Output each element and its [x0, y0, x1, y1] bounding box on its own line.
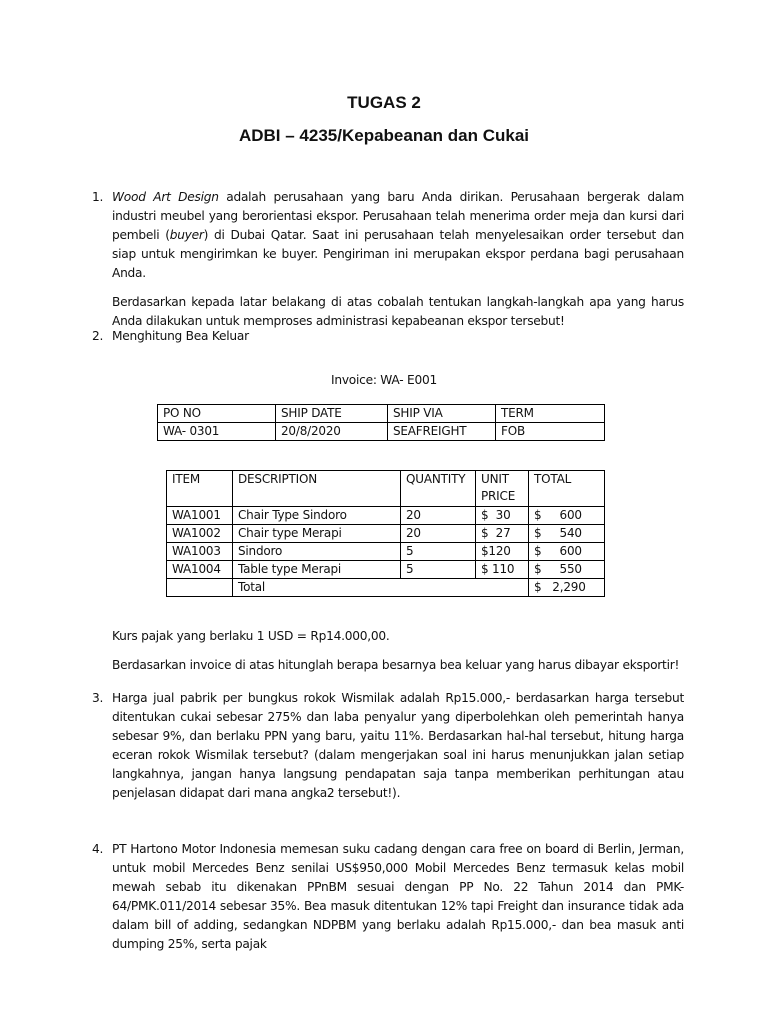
header-po-no: PO NO: [158, 405, 276, 423]
cell-total: $ 540: [529, 525, 605, 543]
cell-quantity: 5: [401, 543, 476, 561]
cell-item: WA1001: [167, 507, 233, 525]
question-1: [92, 188, 684, 341]
cell-unit-price: $ 110: [476, 561, 529, 579]
question-2: [92, 327, 684, 346]
invoice-items-table: [166, 470, 605, 597]
header-quantity: QUANTITY: [401, 471, 476, 507]
cell-item: WA1004: [167, 561, 233, 579]
buyer-term: buyer: [169, 228, 204, 242]
cell-total: $ 550: [529, 561, 605, 579]
cell-description: Sindoro: [233, 543, 401, 561]
header-total: TOTAL: [529, 471, 605, 507]
cell-ship-date: 20/8/2020: [276, 423, 388, 441]
exchange-rate-text: Kurs pajak yang berlaku 1 USD = Rp14.000,00.: [112, 629, 390, 643]
cell-total: $ 600: [529, 507, 605, 525]
question-4-number: 4.: [92, 842, 104, 856]
total-label: Total: [233, 579, 529, 597]
question-2-text: Menghitung Bea Keluar: [112, 329, 249, 343]
cell-term: FOB: [496, 423, 605, 441]
question-3-text: Harga jual pabrik per bungkus rokok Wismilak adalah Rp15.000,- berdasarkan harga tersebut ditentukan cukai sebesar 275% dan laba penyalur yang diperbolehkan oleh pemerintah hanya sebesar 9%, dan berlaku PPN yang baru, yaitu 11%. Berdasarkan hal-hal tersebut, hitung harga eceran rokok Wismilak tersebut? (dalam mengerjakan soal ini harus menunjukkan jalan setiap langkahnya, jangan hanya langsung pendapatan saja tanpa memberikan perhitungan atau penjelasan didapat dari mana angka2 tersebut!).: [112, 691, 684, 800]
total-value: $ 2,290: [529, 579, 605, 597]
cell-item: WA1003: [167, 543, 233, 561]
table-row: [158, 423, 605, 441]
cell-unit-price: $120: [476, 543, 529, 561]
question-2-instruction: Berdasarkan invoice di atas hitunglah berapa besarnya bea keluar yang harus dibayar eksportir!: [112, 658, 680, 672]
document-subtitle: ADBI – 4235/Kepabeanan dan Cukai: [238, 126, 530, 145]
company-name: Wood Art Design: [112, 190, 219, 204]
invoice-header-table: [157, 404, 605, 441]
table-header-row: [167, 471, 605, 507]
question-4: [92, 840, 684, 954]
table-row: [167, 525, 605, 543]
cell-description: Table type Merapi: [233, 561, 401, 579]
table-header-row: [158, 405, 605, 423]
cell-quantity: 20: [401, 507, 476, 525]
cell-ship-via: SEAFREIGHT: [388, 423, 496, 441]
table-total-row: [167, 579, 605, 597]
header-term: TERM: [496, 405, 605, 423]
question-1-instruction: Berdasarkan kepada latar belakang di atas cobalah tentukan langkah-langkah apa yang harus Anda dilakukan untuk memproses administrasi kepabeanan ekspor tersebut!: [112, 295, 684, 328]
cell-item: WA1002: [167, 525, 233, 543]
header-ship-date: SHIP DATE: [276, 405, 388, 423]
question-1-number: 1.: [92, 190, 104, 204]
cell-unit-price: $ 27: [476, 525, 529, 543]
cell-total: $ 600: [529, 543, 605, 561]
cell-description: Chair type Merapi: [233, 525, 401, 543]
question-4-text: PT Hartono Motor Indonesia memesan suku cadang dengan cara free on board di Berlin, Jerman, untuk mobil Mercedes Benz senilai US$950,000 Mobil Mercedes Benz termasuk kelas mobil mewah sebab itu dikenakan PPnBM sesuai dengan PP No. 22 Tahun 2014 dan PMK-64/PMK.011/2014 sebesar 35%. Bea masuk ditentukan 12% tapi Freight dan insurance tidak ada dalam bill of adding, sedangkan NDPBM yang berlaku adalah Rp15.000,- dan bea masuk anti dumping 25%, serta pajak: [112, 842, 684, 951]
cell-po-no: WA- 0301: [158, 423, 276, 441]
invoice-title: Invoice: WA- E001: [331, 373, 437, 387]
cell-description: Chair Type Sindoro: [233, 507, 401, 525]
header-ship-via: SHIP VIA: [388, 405, 496, 423]
question-3: [92, 689, 684, 803]
header-unit-price: UNIT PRICE: [476, 471, 529, 507]
cell-empty: [167, 579, 233, 597]
table-row: [167, 561, 605, 579]
cell-quantity: 5: [401, 561, 476, 579]
table-row: [167, 543, 605, 561]
header-description: DESCRIPTION: [233, 471, 401, 507]
cell-unit-price: $ 30: [476, 507, 529, 525]
document-title: TUGAS 2: [347, 93, 421, 112]
cell-quantity: 20: [401, 525, 476, 543]
table-row: [167, 507, 605, 525]
header-item: ITEM: [167, 471, 233, 507]
question-3-number: 3.: [92, 691, 104, 705]
question-2-number: 2.: [92, 329, 104, 343]
question-1-paragraph: Wood Art Design adalah perusahaan yang baru Anda dirikan. Perusahaan bergerak dalam industri meubel yang berorientasi ekspor. Perusahaan telah menerima order meja dan kursi dari pembeli (buyer) di Dubai Qatar. Saat ini perusahaan telah menyelesaikan order tersebut dan siap untuk mengirimkan ke buyer. Pengiriman ini merupakan ekspor perdana bagi perusahaan Anda.: [112, 190, 685, 280]
